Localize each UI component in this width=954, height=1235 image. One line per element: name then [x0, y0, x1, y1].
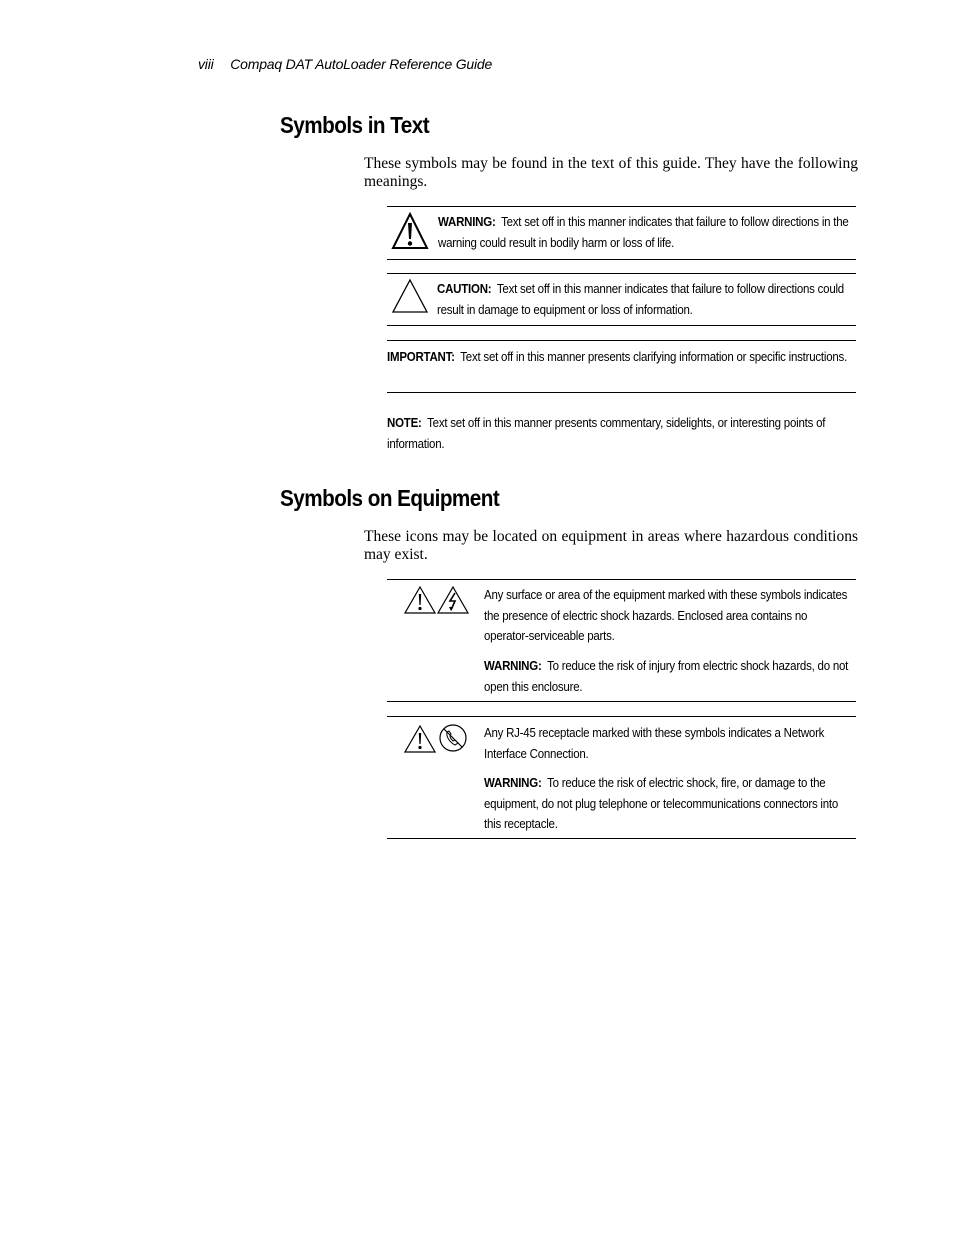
- electric-shock-icon: [437, 586, 469, 614]
- network-description: Any RJ-45 receptacle marked with these symbols indicates a Network Interface Connection.: [484, 726, 825, 761]
- warning-label: WARNING:: [438, 215, 496, 229]
- shock-hazard-box: [387, 579, 856, 702]
- warning-triangle-icon: [391, 212, 429, 250]
- no-telephone-icon: [438, 723, 468, 753]
- important-box: [387, 340, 856, 393]
- page-number: viii: [198, 56, 214, 72]
- shock-warning-block: [484, 656, 852, 697]
- caution-triangle-icon: [391, 278, 429, 314]
- section-heading-symbols-in-text: Symbols in Text: [280, 112, 430, 138]
- shock-description: Any surface or area of the equipment marked with these symbols indicates the presence of electric shock hazards. Enclosed area contains no operator-serviceable parts.: [484, 588, 848, 643]
- network-interface-box: [387, 716, 856, 839]
- important-text: Text set off in this manner presents clarifying information or specific instructions.: [460, 350, 848, 364]
- network-warning-text: To reduce the risk of electric shock, fire, or damage to the equipment, do not plug telephone or telecommunications connectors into this receptacle.: [484, 776, 839, 831]
- warning-triangle-icon: [404, 586, 436, 614]
- section-heading-symbols-on-equipment: Symbols on Equipment: [280, 485, 500, 511]
- note-box: [387, 412, 856, 454]
- caution-label: CAUTION:: [437, 282, 492, 296]
- note-label: NOTE:: [387, 416, 422, 430]
- caution-text: Text set off in this manner indicates that failure to follow directions could result in damage to equipment or loss of information.: [437, 282, 844, 317]
- shock-warning-label: WARNING:: [484, 659, 542, 673]
- warning-text-block: [438, 212, 854, 253]
- caution-text-block: [437, 279, 853, 320]
- caution-box: [387, 273, 856, 326]
- important-text-block: [387, 347, 852, 368]
- book-title: Compaq DAT AutoLoader Reference Guide: [230, 56, 493, 72]
- symbols-on-equipment-intro: These icons may be located on equipment in areas where hazardous conditions may exist.: [364, 528, 858, 563]
- note-text-block: [387, 413, 852, 454]
- network-warning-label: WARNING:: [484, 776, 542, 790]
- network-warning-block: [484, 773, 852, 835]
- important-label: IMPORTANT:: [387, 350, 455, 364]
- symbols-in-text-intro: These symbols may be found in the text of this guide. They have the following meanings.: [364, 155, 858, 190]
- shock-warning-text: To reduce the risk of injury from electric shock hazards, do not open this enclosure.: [484, 659, 849, 694]
- warning-box: [387, 206, 856, 260]
- note-text: Text set off in this manner presents commentary, sidelights, or interesting points of information.: [387, 416, 826, 451]
- warning-triangle-icon: [404, 725, 436, 753]
- warning-text: Text set off in this manner indicates that failure to follow directions in the warning could result in bodily harm or loss of life.: [438, 215, 849, 250]
- running-header: [198, 56, 492, 72]
